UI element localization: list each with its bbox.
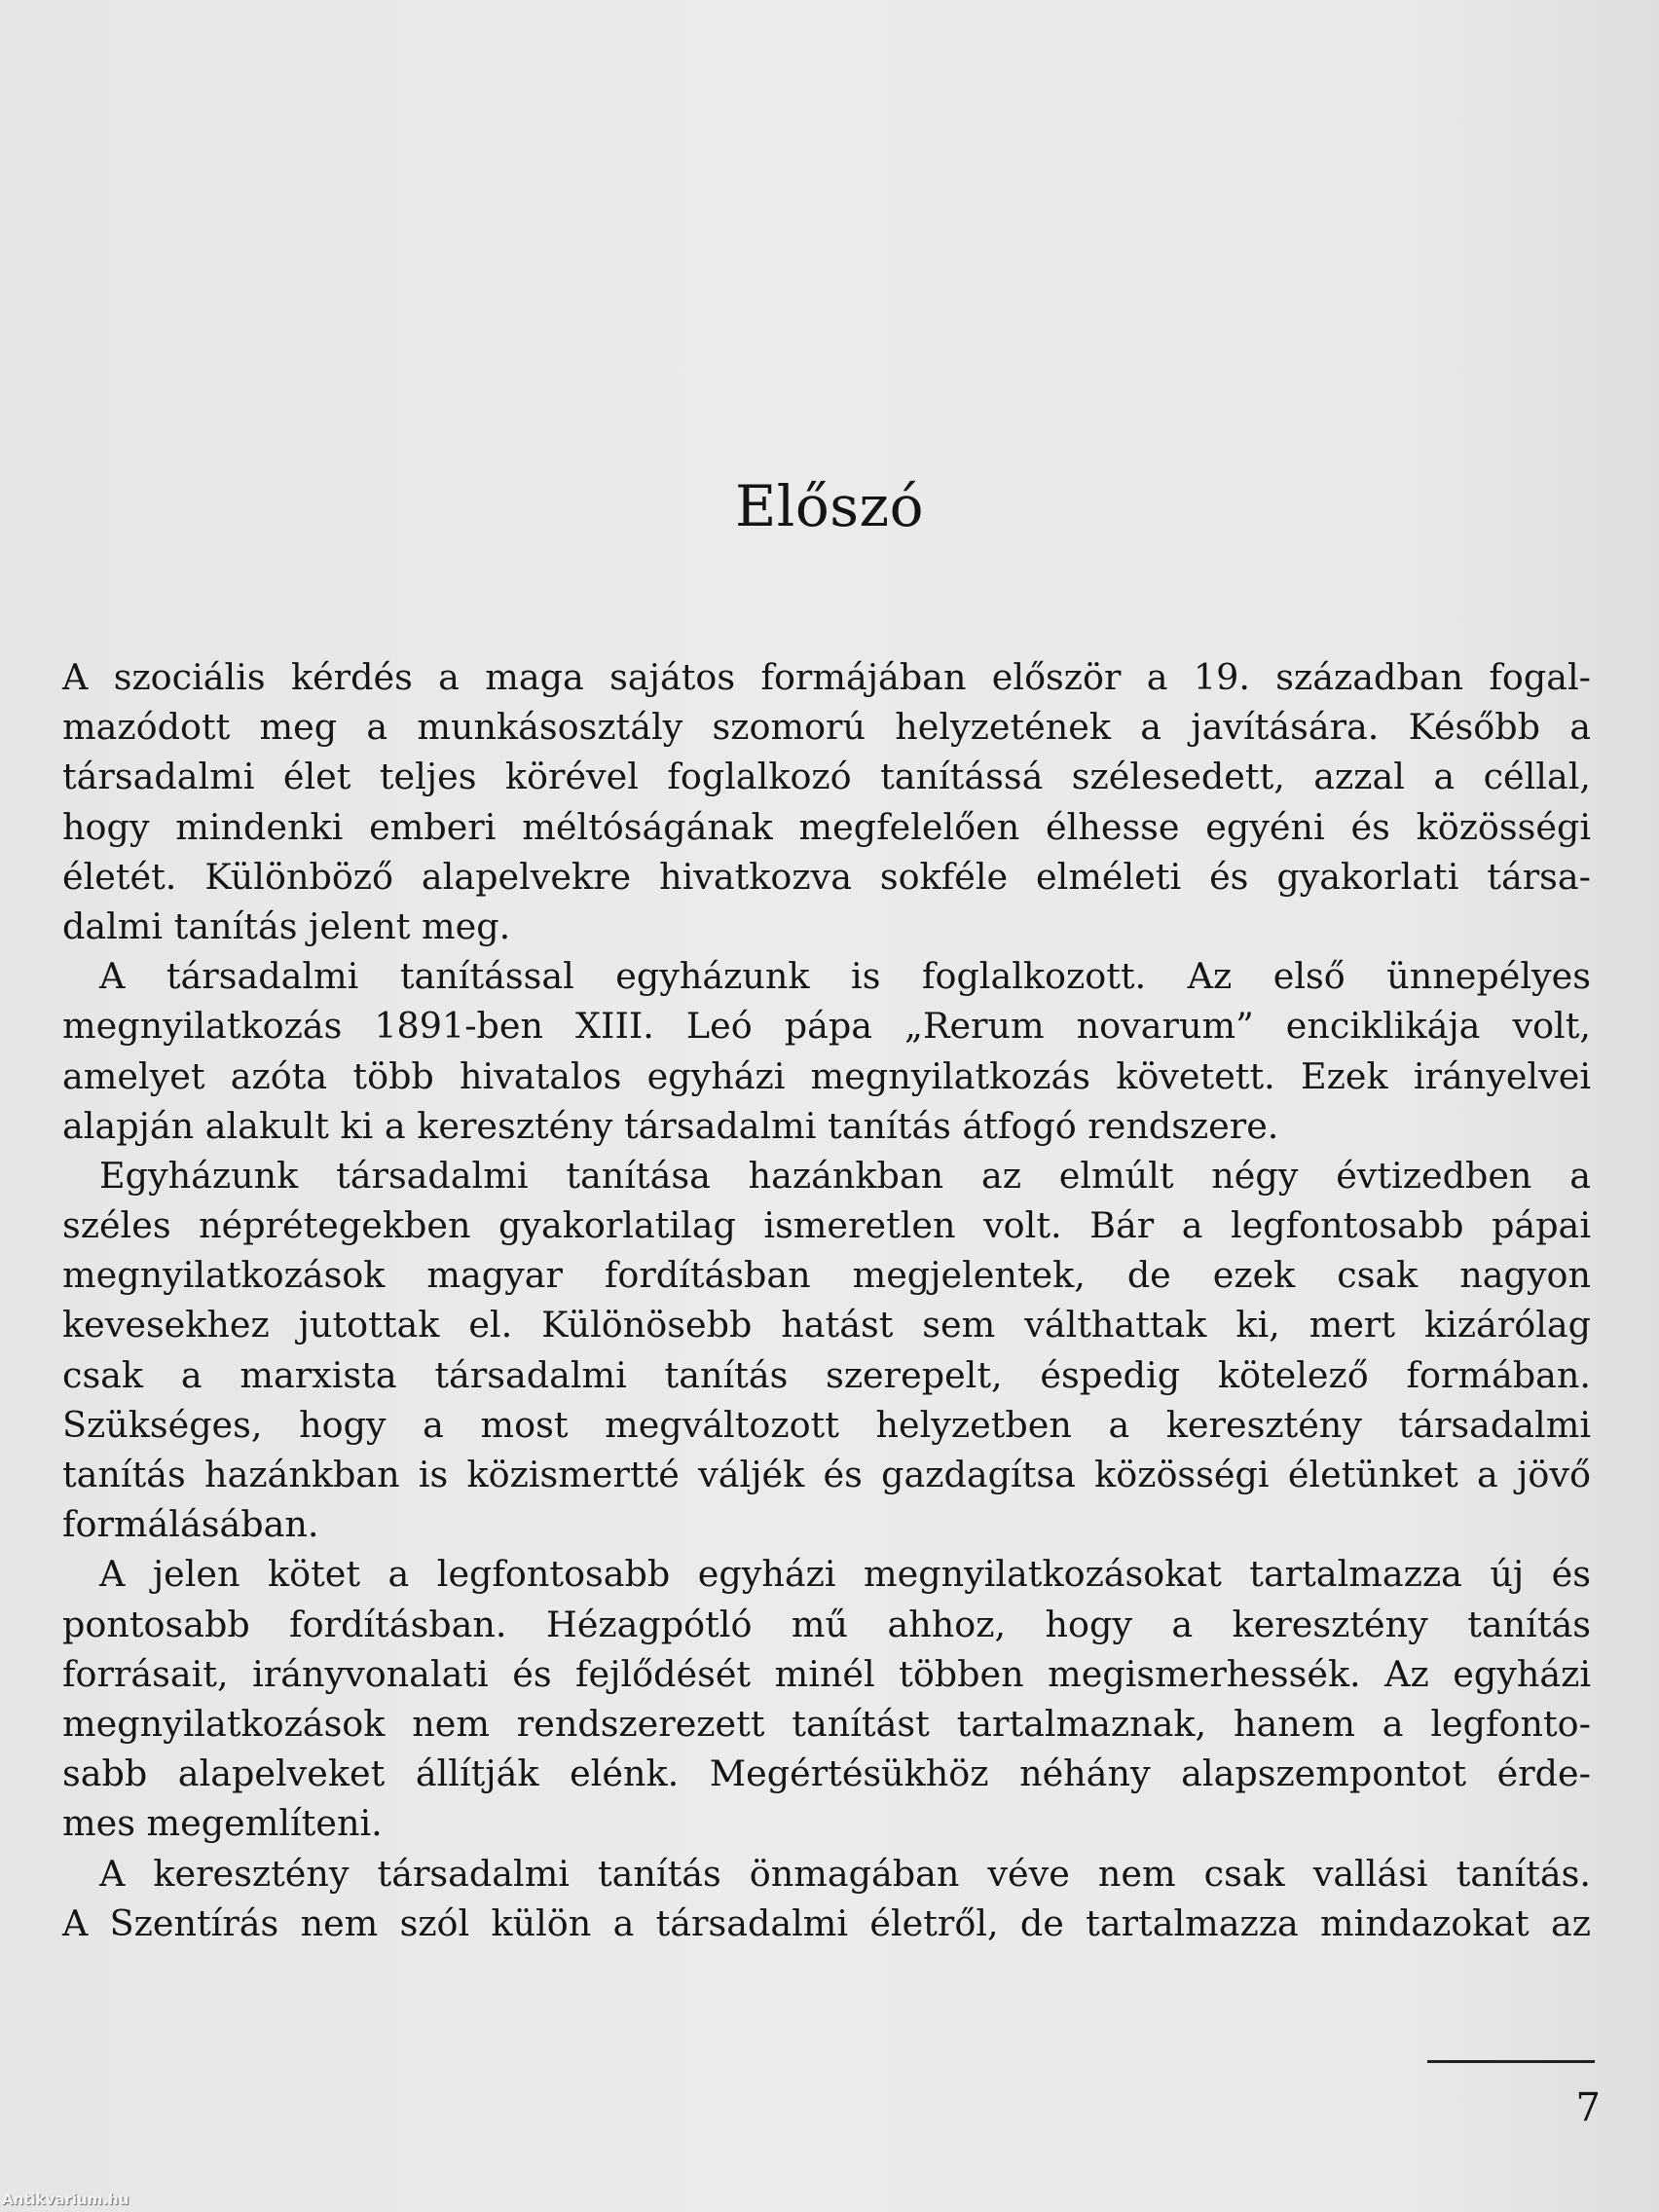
body-text <box>62 652 1591 1948</box>
text-line: A Szentírás nem szól külön a társadalmi életről, de tartalmazza mindazokat az <box>62 1901 1591 1944</box>
text-line: tanítás hazánkban is közismertté váljék és gazdagítsa közösségi életünket a jövő <box>62 1454 1591 1495</box>
chapter-title: Előszó <box>734 473 925 539</box>
text-line: társadalmi élet teljes körével foglalkozó tanítássá szélesedett, azzal a céllal, <box>62 756 1591 798</box>
text-line: megnyilatkozások magyar fordításban megjelentek, de ezek csak nagyon <box>62 1254 1591 1297</box>
text-line: Egyházunk társadalmi tanítása hazánkban az elmúlt négy évtizedben a <box>99 1154 1591 1197</box>
text-line: megnyilatkozás 1891-ben XIII. Leó pápa „Rerum novarum” enciklikája volt, <box>62 1005 1591 1048</box>
paragraph <box>62 951 1591 1151</box>
paragraph <box>62 652 1591 951</box>
footer-rule <box>1427 2060 1595 2063</box>
text-line: mazódott meg a munkásosztály szomorú helyzetének a javítására. Később a <box>62 706 1591 749</box>
text-line: formálásában. <box>62 1503 319 1546</box>
text-line: alapján alakult ki a keresztény társadalmi tanítás átfogó rendszere. <box>62 1104 1279 1147</box>
text-line: kevesekhez jutottak el. Különösebb hatást sem válthattak ki, mert kizárólag <box>62 1304 1591 1346</box>
text-line: Szükséges, hogy a most megváltozott helyzetben a keresztény társadalmi <box>62 1403 1591 1446</box>
paragraph <box>62 1151 1591 1550</box>
paragraph <box>62 1849 1591 1948</box>
text-line: mes megemlíteni. <box>62 1802 383 1845</box>
paragraph <box>62 1549 1591 1848</box>
text-line: pontosabb fordításban. Hézagpótló mű ahhoz, hogy a keresztény tanítás <box>62 1603 1591 1645</box>
text-line: életét. Különböző alapelvekre hivatkozva sokféle elméleti és gyakorlati társa- <box>62 855 1591 898</box>
text-line: széles néprétegekben gyakorlatilag ismeretlen volt. Bár a legfontosabb pápai <box>62 1204 1591 1247</box>
text-line: sabb alapelveket állítják elénk. Megértésükhöz néhány alapszempontot érde- <box>62 1752 1591 1795</box>
text-line: megnyilatkozások nem rendszerezett tanítást tartalmaznak, hanem a legfonto- <box>62 1702 1591 1745</box>
text-line: amelyet azóta több hivatalos egyházi megnyilatkozás követett. Ezek irányelvei <box>62 1054 1591 1097</box>
text-line: csak a marxista társadalmi tanítás szerepelt, éspedig kötelező formában. <box>62 1353 1591 1396</box>
text-line: dalmi tanítás jelent meg. <box>62 904 511 947</box>
page-number: 7 <box>1575 2085 1601 2130</box>
text-line: A szociális kérdés a maga sajátos formájában először a 19. században fogal- <box>62 656 1591 698</box>
watermark: Antikvarium.hu <box>2 2191 129 2208</box>
text-line: A társadalmi tanítással egyházunk is foglalkozott. Az első ünnepélyes <box>99 955 1591 998</box>
text-line: A jelen kötet a legfontosabb egyházi megnyilatkozásokat tartalmazza új és <box>99 1553 1591 1596</box>
text-line: A keresztény társadalmi tanítás önmagában véve nem csak vallási tanítás. <box>99 1852 1591 1895</box>
text-line: hogy mindenki emberi méltóságának megfelelően élhesse egyéni és közösségi <box>62 805 1591 848</box>
text-line: forrásait, irányvonalati és fejlődését minél többen megismerhessék. Az egyházi <box>62 1652 1591 1695</box>
